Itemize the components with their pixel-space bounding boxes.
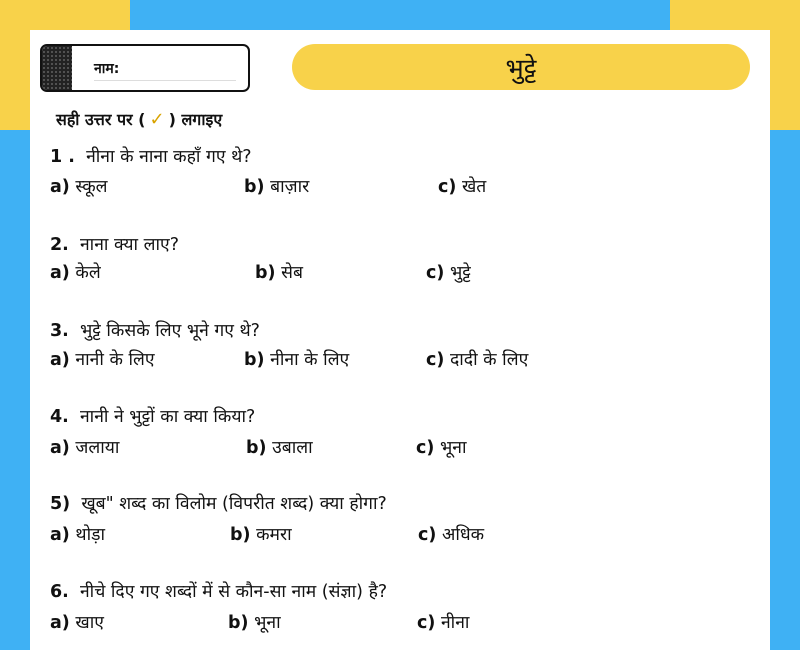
q5-option-b[interactable]: b) कमरा [230,525,292,545]
q2-option-c[interactable]: c) भुट्टे [426,263,471,283]
question-text: भुट्टे किसके लिए भूने गए थे? [79,321,260,341]
question-6 [50,579,387,603]
q6-option-b[interactable]: b) भूना [228,613,281,633]
q1-option-a[interactable]: a) स्कूल [50,177,108,197]
q2-option-a[interactable]: a) केले [50,263,101,283]
question-number: 5) [50,494,71,514]
q1-option-c[interactable]: c) खेत [438,177,487,197]
background-blue-left [0,130,30,650]
question-text: खूब" शब्द का विलोम (विपरीत शब्द) क्या होगा? [81,494,387,514]
q4-option-b[interactable]: b) उबाला [246,438,313,458]
q3-option-c[interactable]: c) दादी के लिए [426,350,529,370]
question-number: 3. [50,321,69,341]
q2-option-b[interactable]: b) सेब [255,263,303,283]
instruction-text-after: ) लगाइए [168,110,223,129]
background-blue-top [130,0,670,30]
name-label: नाम: [94,61,120,77]
instruction [56,108,222,130]
question-text: नाना क्या लाए? [79,235,179,255]
question-4 [50,404,255,428]
q5-option-a[interactable]: a) थोड़ा [50,525,106,545]
question-3 [50,318,260,342]
instruction-text-before: सही उत्तर पर ( [56,110,146,129]
q3-option-a[interactable]: a) नानी के लिए [50,350,155,370]
q4-option-a[interactable]: a) जलाया [50,438,120,458]
title-text: भुट्टे [505,54,537,84]
question-text: नीना के नाना कहाँ गए थे? [86,147,252,167]
question-number: 1 . [50,147,75,167]
question-2 [50,232,179,256]
q4-option-c[interactable]: c) भूना [416,438,467,458]
q6-option-a[interactable]: a) खाए [50,613,104,633]
question-number: 4. [50,407,69,427]
question-5 [50,491,387,515]
q6-option-c[interactable]: c) नीना [417,613,470,633]
q3-option-b[interactable]: b) नीना के लिए [244,350,350,370]
q1-option-b[interactable]: b) बाज़ार [244,177,310,197]
checkmark-icon: ✓ [149,108,165,130]
question-number: 6. [50,582,69,602]
question-1 [50,144,252,168]
question-number: 2. [50,235,69,255]
question-text: नानी ने भुट्टों का क्या किया? [79,407,256,427]
name-writing-line [94,80,236,81]
worksheet-title [292,44,750,90]
q5-option-c[interactable]: c) अधिक [418,525,485,545]
question-text: नीचे दिए गए शब्दों में से कौन-सा नाम (संज्ञा) है? [79,582,388,602]
name-field-tab [42,46,72,90]
background-blue-right [770,130,800,650]
name-field[interactable] [40,44,250,92]
